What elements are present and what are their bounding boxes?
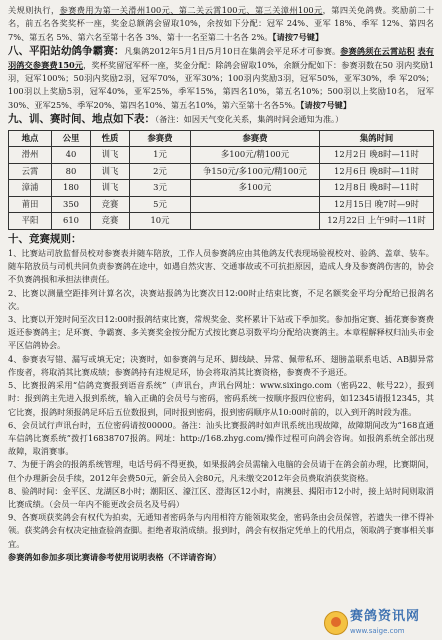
text: 冠军30%、亚军25%、季军20%、第四名10%、第五名10%，第六至第十名各5%。 (8, 86, 434, 110)
text: 7%、第五名 5%、第六名至第十名各 3%、第十一名至第二十名各 2%。 (8, 31, 273, 42)
table-header-row (9, 130, 434, 147)
header-distance: 公里 (52, 130, 91, 147)
site-logo-icon (324, 611, 348, 635)
text: 名，前五名各奖奖杯一座，奖金总额鸽会留取10%，余按如下分配：冠军 24%、亚军 18%、季军 12%、第四名 (8, 18, 434, 29)
cell: 平阳 (9, 213, 52, 230)
schedule-table (8, 130, 434, 230)
cell: 训飞 (91, 147, 130, 164)
rule-item: 4、参赛表写错、漏写或填无定；决赛时，如参赛鸽与足环、脚线缺、异常、佩带私环、翅膀盖联系电话、AB脚异常作废者，将取消其比赛成绩；参赛鸽持有违规足环，协会将取消其比赛资格，参赛费不予退还。 (8, 353, 434, 377)
text: 军20%；100羽以上奖励5羽，冠军40%，亚军25%，季军15%，第四名10%，第五名10%；500羽以上奖励10名， (8, 73, 434, 97)
text: ，第四关免鸽费。奖励前二十 (322, 5, 434, 15)
underlined-text: 表有羽鸽交参赛费150元 (8, 46, 434, 70)
watermark-name: 赛鸽资讯网 (350, 609, 421, 624)
header-fee: 参赛费 (130, 130, 191, 147)
cell: 12月22日 上午9时—11时 (320, 213, 434, 230)
watermark (324, 610, 436, 636)
cell: 12月6日 晚8时—11时 (320, 163, 434, 180)
cell: 莆田 (9, 196, 52, 213)
cell: 争150元/多100元/精100元 (191, 163, 320, 180)
cell: 610 (52, 213, 91, 230)
cell: 训飞 (91, 180, 130, 197)
cell: 漳浦 (9, 180, 52, 197)
header-type: 性质 (91, 130, 130, 147)
table-row (9, 147, 434, 164)
cell: 2元 (130, 163, 191, 180)
table-row (9, 213, 434, 230)
cell: 训飞 (91, 163, 130, 180)
underlined-text: 参赛鸽须在云霄站积 (340, 46, 415, 57)
section-heading: 九、训、赛时间、地点如下表： (8, 113, 155, 126)
cell (191, 196, 320, 213)
key-hint: 【请按7号键】 (300, 99, 352, 110)
cell: 竞赛 (91, 196, 130, 213)
cell: 10元 (130, 213, 191, 230)
cell: 5元 (130, 196, 191, 213)
key-hint: 【请按7号键】 (272, 31, 324, 42)
header-entry-fee: 参赛费 (191, 130, 320, 147)
prize-paragraph (8, 4, 434, 44)
cell: 180 (52, 180, 91, 197)
section-heading: 八、平阳站幼鸽争霸赛： (8, 45, 125, 58)
cell: 12月15日 晚7时—9时 (320, 196, 434, 213)
cell: 多100元 (191, 180, 320, 197)
section-9 (8, 113, 434, 126)
cell (191, 213, 320, 230)
cell: 350 (52, 196, 91, 213)
header-collection-time: 集鸽时间 (320, 130, 434, 147)
cell: 12月8日 晚8时—11时 (320, 180, 434, 197)
rule-item: 3、比赛以开笼时间至次日12:00时报鸽结束比赛，常规奖金、奖杯累计下站或下季加奖。参加指定赛、插花赛参赛费返还参赛鸽主；足环赛、争霸赛、多关赛奖金按分配方式按比赛总羽数平均分配给决赛鸽主。本章程解释权归汕头市金平区信鸽协会。 (8, 314, 434, 351)
table-row (9, 180, 434, 197)
text: 羽内奖励1羽，冠军100%；50羽内奖励2羽，冠军70%，亚军30%；100羽内奖励3羽，冠军50%，亚军30%，季 (8, 59, 434, 84)
cell: 云霄 (9, 163, 52, 180)
cell: 1元 (130, 147, 191, 164)
cell: 80 (52, 163, 91, 180)
section-8 (8, 45, 434, 112)
cell: 3元 (130, 180, 191, 197)
cell: 12月2日 晚8时—11时 (320, 147, 434, 164)
rule-item: 2、比赛以测量空距排列计算名次，决赛站报鸽为比赛次日12:00时止结束比赛，不足名额奖金平均分配给已报鸽名次。 (8, 287, 434, 311)
table-row (9, 196, 434, 213)
rules-list (8, 247, 434, 564)
text: 凡集鸽2012年5月1日/5月10日在集鸽会平足环才可参赛。 (124, 46, 341, 57)
header-location: 地点 (9, 130, 52, 147)
rule-item: 8、验鸽时间：金平区、龙湖区8小时；潮阳区、濠江区、澄海区12小时，南澳县、揭阳市12小时，接上站时间则取消比赛成绩。（会员一年内不能更改会员名及号码） (8, 485, 434, 509)
text: 关规则执行， (8, 5, 60, 15)
section-note: （备注：如因天气变化关系，集鸽时间会通知为准。） (155, 114, 344, 125)
cell: 多100元/精100元 (191, 147, 320, 164)
cell: 40 (52, 147, 91, 164)
text: ，奖杯奖留冠军杯一座，奖金分配：除鸽会留取10%，余额分配如下：参赛羽数在50 (83, 59, 393, 70)
watermark-url: www.saige.com (350, 627, 405, 635)
rule-item: 参赛鸽如参加多项比赛请参考使用说明表格（不详请咨询） (8, 551, 221, 562)
rule-item: 9、各赛项获奖鸽会有权代为拍卖，无通知者密码条与内用相符方能领取奖金，密码条由会员保管，若遗失一律不得补领。获奖鸽会有权决定抽查验鸽查脚。拒绝者取消成绩。报到时，鸽会有权指定凭单上的代用点，领取鸽子赛事相关事宜。 (8, 512, 434, 549)
rule-item: 7、为便于鸽会的报鸽系统管理，电话号码不得更换，如果报鸽会员需输入电脑的会员请于在鸽会前办理，比赛期间，但个办理新会员手续，2012年会费50元，新会员入会80元，凡未缴交2012年会员费取消获奖资格。 (8, 459, 434, 483)
rule-item: 6、会员试行声讯台时，五位密码请按00000。备注：汕头比赛报鸽时如声讯系统出现故障，故障期间改为“168直通车信鸽比赛系统”拨打16838707报鸽。网址：http://168.zhyg.com/操作过程可向鸽会咨询。如报鸽系统全部出现故障，取消赛事。 (8, 419, 434, 457)
entry-fee-text: 参赛费用为第一关滑州100元、第二关云霄100元、第三关漳州100元 (59, 5, 323, 15)
rule-item: 5、比赛报鸽采用“信鸽竞赛报到语音系统”（声讯台，声讯台网址：www.sixingo.com（密码22、帐号22），报到时：报到鸽主先进入报到系统，输入正确的会员号与密码，密码系统一按顺序报四位密码，如12345请报12345，其它比赛，报鸽时须报鸽足环后五位数报到，同时报到密码，报到密码顺序从10:00时前的，以入到开鸽时段为准。 (8, 380, 434, 417)
rule-item: 1、比赛站司放监督员校对参赛表并随车陪放，工作人员参赛鸽应由其他鸽友代表现场验视校对、验鸽、盖章、装车。随车陪放员与司机共同负责参赛鸽在途中，如遇自然灾害、交通事故或不可抗拒原因，造成人身及参赛鸽伤害的，协会不负赛鸽损和承担法律责任。 (8, 248, 434, 285)
section-heading: 十、竞赛规则： (8, 232, 82, 245)
cell: 竞赛 (91, 213, 130, 230)
cell: 滑州 (9, 147, 52, 164)
table-row (9, 163, 434, 180)
